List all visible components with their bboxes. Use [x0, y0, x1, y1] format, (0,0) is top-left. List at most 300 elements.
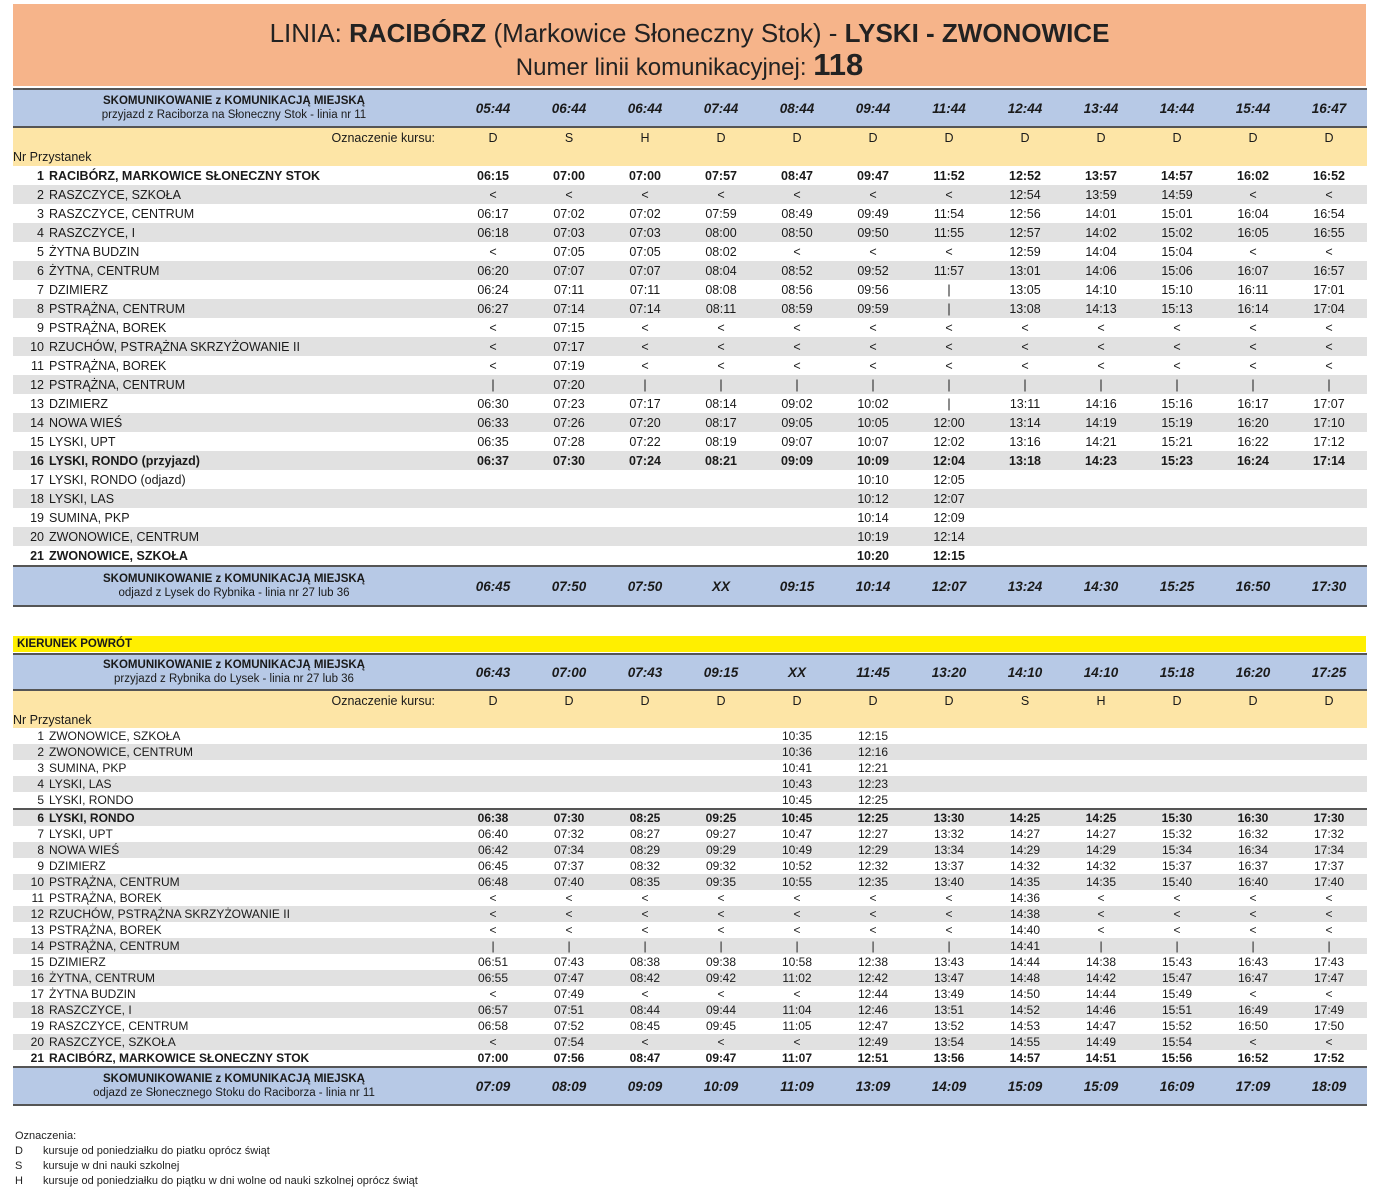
departure-time — [455, 489, 531, 508]
departure-time: 17:04 — [1291, 299, 1367, 318]
departure-time: 07:11 — [531, 280, 607, 299]
departure-time — [1291, 792, 1367, 809]
departure-time: 12:07 — [911, 489, 987, 508]
departure-time: 13:08 — [987, 299, 1063, 318]
departure-time: 14:27 — [1063, 826, 1139, 842]
stop-number: 9 — [37, 320, 44, 335]
connection-time: 08:44 — [759, 89, 835, 127]
course-code: D — [835, 690, 911, 711]
connection-time: 15:18 — [1139, 654, 1215, 690]
departure-time: 16:49 — [1215, 1002, 1291, 1018]
connection-time: 14:09 — [911, 1067, 987, 1105]
departure-time — [1291, 470, 1367, 489]
stop-row — [13, 280, 1367, 299]
departure-time: 12:56 — [987, 204, 1063, 223]
departure-time: < — [1063, 922, 1139, 938]
departure-time: 14:04 — [1063, 242, 1139, 261]
departure-time: 12:44 — [835, 986, 911, 1002]
departure-time: < — [911, 922, 987, 938]
stop-row — [13, 1018, 1367, 1034]
departure-time — [1063, 760, 1139, 776]
departure-time: 09:02 — [759, 394, 835, 413]
departure-time — [607, 744, 683, 760]
line-number: 118 — [813, 47, 864, 82]
departure-time: 07:00 — [531, 166, 607, 185]
departure-time: 11:07 — [759, 1050, 835, 1067]
departure-time: 07:59 — [683, 204, 759, 223]
departure-time: < — [835, 337, 911, 356]
departure-time: 14:38 — [987, 906, 1063, 922]
departure-time: 12:32 — [835, 858, 911, 874]
departure-time: | — [911, 938, 987, 954]
departure-time: 13:18 — [987, 451, 1063, 470]
stop-number: 11 — [31, 358, 44, 373]
departure-time: < — [683, 906, 759, 922]
departure-time: 16:37 — [1215, 858, 1291, 874]
departure-time: < — [531, 890, 607, 906]
departure-time: 14:01 — [1063, 204, 1139, 223]
stop-number: 3 — [37, 206, 44, 221]
stop-row — [13, 451, 1367, 470]
departure-time: 16:52 — [1291, 166, 1367, 185]
departure-time: 17:07 — [1291, 394, 1367, 413]
departure-time: 06:37 — [455, 451, 531, 470]
stop-name-cell — [13, 728, 455, 744]
departure-time: 17:14 — [1291, 451, 1367, 470]
departure-time — [987, 508, 1063, 527]
legend-code: D — [15, 1145, 23, 1157]
stop-name: PSTRĄŻNA, CENTRUM — [49, 939, 180, 953]
departure-time: 07:11 — [607, 280, 683, 299]
departure-time: < — [1291, 986, 1367, 1002]
departure-time: 10:58 — [759, 954, 835, 970]
connection-label — [13, 566, 455, 606]
departure-time: < — [911, 318, 987, 337]
departure-time: < — [759, 242, 835, 261]
connection-time: 15:09 — [1063, 1067, 1139, 1105]
departure-time: 12:14 — [911, 527, 987, 546]
stop-name: RASZCZYCE, SZKOŁA — [49, 187, 181, 202]
departure-time: 10:14 — [835, 508, 911, 527]
connection-time: 07:44 — [683, 89, 759, 127]
departure-time: 15:56 — [1139, 1050, 1215, 1067]
departure-time — [607, 508, 683, 527]
departure-time: 07:40 — [531, 874, 607, 890]
column-header: Nr Przystanek — [13, 711, 1367, 728]
stop-name-cell — [13, 760, 455, 776]
departure-time: | — [1139, 938, 1215, 954]
departure-time: < — [531, 906, 607, 922]
stop-number: 16 — [30, 453, 44, 468]
stop-name: NOWA WIEŚ — [49, 415, 123, 430]
departure-time: 12:00 — [911, 413, 987, 432]
departure-time: 07:54 — [531, 1034, 607, 1050]
departure-time: 07:34 — [531, 842, 607, 858]
departure-time: 07:26 — [531, 413, 607, 432]
connection-time: 16:47 — [1291, 89, 1367, 127]
departure-time: 08:25 — [607, 809, 683, 826]
departure-time: 06:17 — [455, 204, 531, 223]
departure-time: 07:43 — [531, 954, 607, 970]
departure-time: | — [759, 938, 835, 954]
departure-time: < — [1291, 890, 1367, 906]
stop-number: 4 — [37, 777, 44, 791]
legend-item — [15, 1144, 418, 1159]
stop-number: 1 — [37, 729, 44, 743]
departure-time: | — [1291, 938, 1367, 954]
departure-time: 13:49 — [911, 986, 987, 1002]
stop-number: 21 — [30, 548, 44, 563]
departure-time: 12:54 — [987, 185, 1063, 204]
departure-time — [1215, 527, 1291, 546]
departure-time: 10:35 — [759, 728, 835, 744]
departure-time: | — [455, 938, 531, 954]
departure-time: 13:51 — [911, 1002, 987, 1018]
course-code: D — [759, 690, 835, 711]
departure-time: < — [1063, 337, 1139, 356]
stop-row — [13, 858, 1367, 874]
connection-time: 15:25 — [1139, 566, 1215, 606]
stop-number: 9 — [37, 859, 44, 873]
connection-time: 07:50 — [531, 566, 607, 606]
departure-time: 07:20 — [531, 375, 607, 394]
departure-time — [531, 546, 607, 566]
departure-time: 10:43 — [759, 776, 835, 792]
departure-time: 14:06 — [1063, 261, 1139, 280]
departure-time: 08:11 — [683, 299, 759, 318]
connection-time: 17:09 — [1215, 1067, 1291, 1105]
stop-number: 21 — [30, 1051, 44, 1065]
departure-time: 10:07 — [835, 432, 911, 451]
departure-time: 16:24 — [1215, 451, 1291, 470]
departure-time: 12:23 — [835, 776, 911, 792]
departure-time: 07:30 — [531, 809, 607, 826]
departure-time: < — [607, 356, 683, 375]
departure-time: 07:17 — [531, 337, 607, 356]
departure-time: < — [531, 922, 607, 938]
departure-time — [531, 728, 607, 744]
connection-time: 16:09 — [1139, 1067, 1215, 1105]
departure-time: 16:20 — [1215, 413, 1291, 432]
stop-row — [13, 413, 1367, 432]
stop-name-cell — [13, 858, 455, 874]
legend-desc: kursuje od poniedziałku do piątku w dni wolne od nauki szkolnej oprócz świąt — [43, 1175, 418, 1187]
connection-title: SKOMUNIKOWANIE z KOMUNIKACJĄ MIEJSKĄ — [103, 659, 365, 671]
connection-time: 06:44 — [531, 89, 607, 127]
departure-time: 14:49 — [1063, 1034, 1139, 1050]
departure-time — [987, 728, 1063, 744]
departure-time — [1291, 527, 1367, 546]
departure-time: | — [1063, 375, 1139, 394]
departure-time: 16:07 — [1215, 261, 1291, 280]
course-code: D — [455, 690, 531, 711]
departure-time: 07:22 — [607, 432, 683, 451]
departure-time: < — [531, 185, 607, 204]
connection-time: 09:44 — [835, 89, 911, 127]
stop-name: PSTRĄŻNA, CENTRUM — [49, 377, 186, 392]
stop-number: 16 — [30, 971, 44, 985]
departure-time: 17:43 — [1291, 954, 1367, 970]
departure-time: 14:47 — [1063, 1018, 1139, 1034]
departure-time — [1063, 508, 1139, 527]
departure-time: 12:09 — [911, 508, 987, 527]
departure-time: 17:34 — [1291, 842, 1367, 858]
departure-time: 07:24 — [607, 451, 683, 470]
departure-time: < — [1063, 906, 1139, 922]
departure-time: | — [531, 938, 607, 954]
stop-name: SUMINA, PKP — [49, 510, 130, 525]
departure-time: < — [987, 356, 1063, 375]
departure-time: 17:50 — [1291, 1018, 1367, 1034]
departure-time — [1063, 792, 1139, 809]
departure-time: 07:03 — [531, 223, 607, 242]
departure-time — [1291, 760, 1367, 776]
legend — [15, 1129, 418, 1189]
departure-time: 14:19 — [1063, 413, 1139, 432]
connection-departure-row — [13, 566, 1367, 606]
stop-name-cell — [13, 792, 455, 809]
course-code-label: Oznaczenie kursu: — [13, 690, 455, 711]
stop-name: LYSKI, LAS — [49, 777, 112, 791]
departure-time: 07:51 — [531, 1002, 607, 1018]
departure-time: < — [455, 185, 531, 204]
departure-time: 12:25 — [835, 809, 911, 826]
departure-time: 14:48 — [987, 970, 1063, 986]
departure-time: 09:50 — [835, 223, 911, 242]
stop-row — [13, 318, 1367, 337]
departure-time: < — [1215, 185, 1291, 204]
departure-time — [455, 792, 531, 809]
course-code: D — [987, 127, 1063, 148]
stop-number: 11 — [31, 891, 44, 905]
stop-number: 10 — [30, 875, 44, 889]
connection-departure-row — [13, 1067, 1367, 1105]
stop-number: 5 — [37, 793, 44, 807]
departure-time: 13:30 — [911, 809, 987, 826]
connection-time: 13:24 — [987, 566, 1063, 606]
departure-time: 10:52 — [759, 858, 835, 874]
departure-time: 12:38 — [835, 954, 911, 970]
stop-name-cell — [13, 842, 455, 858]
departure-time: 07:14 — [607, 299, 683, 318]
departure-time — [607, 546, 683, 566]
departure-time: < — [759, 1034, 835, 1050]
departure-time — [1291, 508, 1367, 527]
departure-time — [1215, 546, 1291, 566]
stop-row — [13, 166, 1367, 185]
stop-row — [13, 242, 1367, 261]
stop-name-cell — [13, 1002, 455, 1018]
connection-time: 14:44 — [1139, 89, 1215, 127]
departure-time — [607, 776, 683, 792]
stop-row — [13, 728, 1367, 744]
stop-name-cell — [13, 776, 455, 792]
departure-time: 17:10 — [1291, 413, 1367, 432]
departure-time: < — [607, 922, 683, 938]
stop-name-cell — [13, 809, 455, 826]
column-header: Nr Przystanek — [13, 148, 1367, 166]
connection-time: 13:20 — [911, 654, 987, 690]
stop-name: RASZCZYCE, CENTRUM — [49, 206, 195, 221]
departure-time — [683, 776, 759, 792]
departure-time: < — [911, 242, 987, 261]
course-code: D — [607, 690, 683, 711]
departure-time — [683, 489, 759, 508]
departure-time: 12:47 — [835, 1018, 911, 1034]
stop-name: PSTRĄŻNA, CENTRUM — [49, 875, 180, 889]
departure-time — [1063, 527, 1139, 546]
departure-time: 11:52 — [911, 166, 987, 185]
departure-time — [1139, 470, 1215, 489]
stop-name-cell — [13, 242, 455, 261]
stop-name: DZIMIERZ — [49, 955, 106, 969]
departure-time: 08:21 — [683, 451, 759, 470]
connection-detail: przyjazd z Raciborza na Słoneczny Stok - linia nr 11 — [101, 109, 367, 121]
departure-time — [683, 546, 759, 566]
departure-time: 13:34 — [911, 842, 987, 858]
departure-time: | — [911, 394, 987, 413]
stop-row — [13, 906, 1367, 922]
stop-name: RASZCZYCE, SZKOŁA — [49, 1035, 176, 1049]
stop-name: ŻYTNA BUDZIN — [49, 244, 140, 259]
departure-time: 10:19 — [835, 527, 911, 546]
departure-time — [1215, 728, 1291, 744]
stop-row — [13, 744, 1367, 760]
departure-time: 12:42 — [835, 970, 911, 986]
stop-name: RZUCHÓW, PSTRĄŻNA SKRZYŻOWANIE II — [49, 339, 300, 354]
legend-code: H — [15, 1175, 23, 1187]
stop-name-cell — [13, 166, 455, 185]
departure-time: 15:10 — [1139, 280, 1215, 299]
departure-time — [607, 470, 683, 489]
connection-detail: odjazd ze Słonecznego Stoku do Raciborza - linia nr 11 — [93, 1087, 375, 1099]
departure-time: 07:07 — [607, 261, 683, 280]
departure-time: < — [835, 242, 911, 261]
stop-name: LYSKI, UPT — [49, 434, 116, 449]
departure-time: 09:49 — [835, 204, 911, 223]
departure-time: < — [1215, 242, 1291, 261]
departure-time: 13:32 — [911, 826, 987, 842]
departure-time: 12:05 — [911, 470, 987, 489]
departure-time: 15:51 — [1139, 1002, 1215, 1018]
departure-time: 07:03 — [607, 223, 683, 242]
stop-name-cell — [13, 826, 455, 842]
departure-time: 07:17 — [607, 394, 683, 413]
departure-time — [455, 508, 531, 527]
departure-time: 16:05 — [1215, 223, 1291, 242]
departure-time: < — [1215, 337, 1291, 356]
departure-time: 17:49 — [1291, 1002, 1367, 1018]
departure-time: 09:25 — [683, 809, 759, 826]
departure-time — [1063, 489, 1139, 508]
departure-time — [987, 792, 1063, 809]
departure-time: 12:15 — [835, 728, 911, 744]
course-code-row — [13, 127, 1367, 148]
departure-time — [683, 470, 759, 489]
departure-time: 08:50 — [759, 223, 835, 242]
departure-time — [1215, 776, 1291, 792]
departure-time — [1139, 760, 1215, 776]
stop-number: 2 — [37, 745, 44, 759]
departure-time: 07:05 — [531, 242, 607, 261]
departure-time — [531, 470, 607, 489]
stop-number: 1 — [37, 168, 44, 183]
departure-time: 06:55 — [455, 970, 531, 986]
stop-number: 19 — [30, 510, 44, 525]
stop-row — [13, 356, 1367, 375]
stop-number: 15 — [30, 434, 44, 449]
connection-time: 17:25 — [1291, 654, 1367, 690]
connection-time: 07:43 — [607, 654, 683, 690]
departure-time: < — [911, 890, 987, 906]
course-code: H — [607, 127, 683, 148]
stop-name: RASZCZYCE, CENTRUM — [49, 1019, 189, 1033]
connection-arrival-row — [13, 654, 1367, 690]
departure-time: 07:47 — [531, 970, 607, 986]
connection-time: 07:50 — [607, 566, 683, 606]
departure-time: 09:32 — [683, 858, 759, 874]
departure-time: 13:52 — [911, 1018, 987, 1034]
stop-number: 17 — [30, 472, 44, 487]
departure-time: 17:40 — [1291, 874, 1367, 890]
departure-time: 07:19 — [531, 356, 607, 375]
departure-time: 16:04 — [1215, 204, 1291, 223]
stop-number: 4 — [37, 225, 44, 240]
stop-name-cell — [13, 508, 455, 527]
stop-name-cell — [13, 432, 455, 451]
departure-time: < — [1291, 337, 1367, 356]
stop-row — [13, 1050, 1367, 1067]
departure-time: 14:38 — [1063, 954, 1139, 970]
departure-time: 14:35 — [987, 874, 1063, 890]
departure-time: 07:07 — [531, 261, 607, 280]
departure-time — [987, 489, 1063, 508]
departure-time — [1215, 470, 1291, 489]
departure-time: | — [683, 375, 759, 394]
departure-time: 10:41 — [759, 760, 835, 776]
departure-time — [455, 776, 531, 792]
course-code: D — [911, 690, 987, 711]
departure-time: < — [455, 242, 531, 261]
departure-time — [911, 760, 987, 776]
departure-time: 16:50 — [1215, 1018, 1291, 1034]
line-city: RACIBÓRZ — [349, 18, 487, 48]
departure-time: | — [987, 375, 1063, 394]
departure-time: < — [1063, 318, 1139, 337]
timetable-header — [13, 4, 1366, 86]
legend-desc: kursuje od poniedziałku do piatku oprócz świąt — [43, 1145, 270, 1157]
stop-name-cell — [13, 1034, 455, 1050]
departure-time: 14:57 — [1139, 166, 1215, 185]
departure-time: 11:04 — [759, 1002, 835, 1018]
departure-time: | — [607, 938, 683, 954]
departure-time: 08:17 — [683, 413, 759, 432]
departure-time: 16:52 — [1215, 1050, 1291, 1067]
stop-name-cell — [13, 874, 455, 890]
legend-item — [15, 1174, 418, 1189]
connection-time: 16:50 — [1215, 566, 1291, 606]
departure-time: 08:35 — [607, 874, 683, 890]
departure-time: 13:37 — [911, 858, 987, 874]
departure-time: 15:13 — [1139, 299, 1215, 318]
stop-number: 7 — [37, 827, 44, 841]
course-code-row — [13, 690, 1367, 711]
departure-time: 10:49 — [759, 842, 835, 858]
departure-time — [683, 508, 759, 527]
stop-name-cell — [13, 546, 455, 566]
stop-row — [13, 223, 1367, 242]
course-code: D — [1291, 127, 1367, 148]
